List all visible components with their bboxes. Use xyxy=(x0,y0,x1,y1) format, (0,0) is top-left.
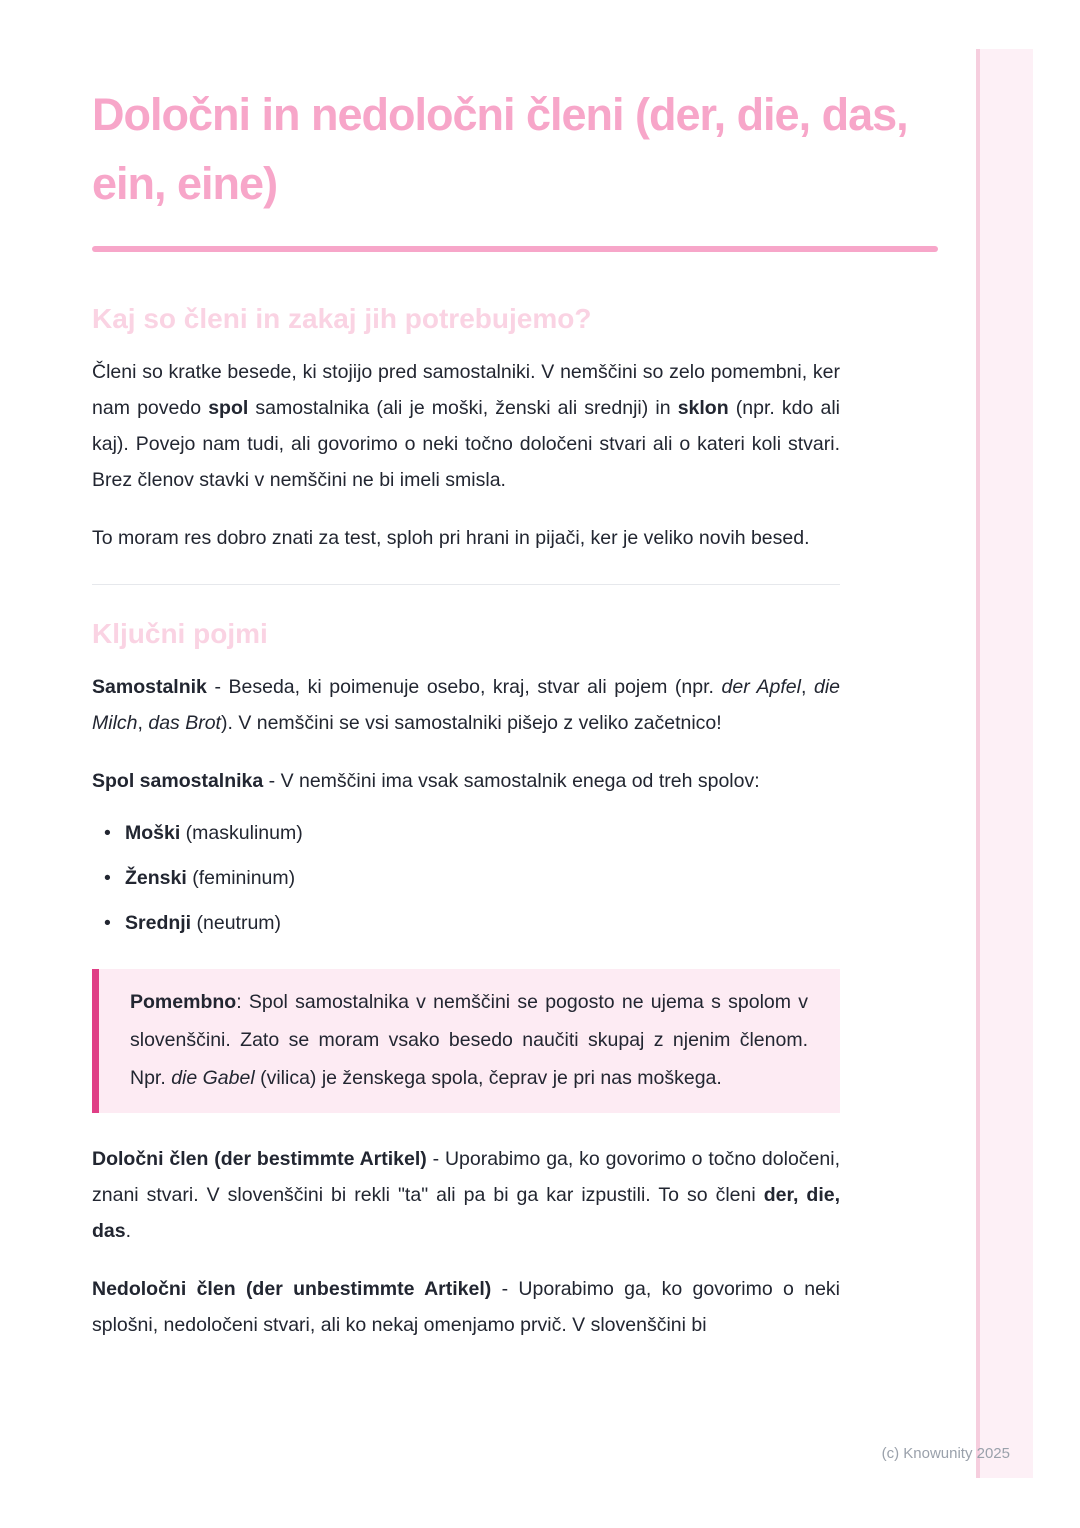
text-segment: ). V nemščini se vsi samostalniki pišejo z veliko začetnico! xyxy=(220,712,722,734)
key-term-samostalnik xyxy=(92,669,840,741)
text-segment: : Spol samostalnika v nemščini se pogosto ne ujema s spolom v slovenščini. Zato se moram vsako besedo naučiti skupaj z njenim členom. Npr. xyxy=(130,991,808,1089)
section-heading-intro: Kaj so členi in zakaj jih potrebujemo? xyxy=(92,303,592,334)
intro-paragraph-2 xyxy=(92,520,840,556)
callout-text xyxy=(130,983,808,1097)
text-segment: samostalnika (ali je moški, ženski ali srednji) in xyxy=(248,397,678,419)
copyright-watermark: (c) Knowunity 2025 xyxy=(881,1445,1010,1462)
text-segment: die Gabel xyxy=(171,1067,255,1089)
intro-paragraph-1 xyxy=(92,354,840,498)
key-term-spol-samostalnika xyxy=(92,763,840,799)
text-segment: . xyxy=(125,1220,132,1242)
section-divider xyxy=(92,584,840,585)
gender-list xyxy=(92,815,840,941)
text-segment: - Uporabimo ga, ko govorimo o neki splošni, nedoločeni stvari, ali ko nekaj omenjamo prvič. V slovenščini bi xyxy=(92,1278,840,1336)
text-segment: - Uporabimo ga, ko govorimo o točno določeni, znani stvari. V slovenščini bi rekli "ta" ali pa bi ga kar izpustili. To so členi xyxy=(92,1148,840,1206)
text-segment: spol xyxy=(208,397,249,419)
text-segment: (femininum) xyxy=(186,867,296,889)
text-segment: Določni člen (der bestimmte Artikel) xyxy=(92,1148,427,1170)
text-segment: , xyxy=(800,676,814,698)
text-segment: der, die, das xyxy=(92,1184,840,1242)
text-segment: (neutrum) xyxy=(191,912,282,934)
text-segment: (maskulinum) xyxy=(180,822,303,844)
title-underline-rule xyxy=(92,246,938,252)
key-term-nedolocni-clen xyxy=(92,1271,840,1343)
list-item-moski xyxy=(92,815,840,851)
text-segment: sklon xyxy=(677,397,729,419)
text-segment: der Apfel xyxy=(721,676,801,698)
text-segment: Moški xyxy=(125,822,181,844)
text-segment: Ženski xyxy=(125,867,187,889)
section-heading-key-terms: Ključni pojmi xyxy=(92,618,268,649)
list-item-zenski xyxy=(92,860,840,896)
text-segment: (npr. kdo ali kaj). Povejo nam tudi, ali govorimo o neki točno določeni stvari ali o kateri koli stvari. Brez členov stavki v nemščini ne bi imeli smisla. xyxy=(92,397,840,491)
text-segment: Nedoločni člen (der unbestimmte Artikel) xyxy=(92,1278,492,1300)
text-segment: , xyxy=(137,712,149,734)
text-segment: (vilica) je ženskega spola, čeprav je pri nas moškega. xyxy=(254,1067,722,1089)
text-segment: To moram res dobro znati za test, sploh pri hrani in pijači, ker je veliko novih besed. xyxy=(92,527,810,549)
list-item-srednji xyxy=(92,905,840,941)
page-title: Določni in nedoločni členi (der, die, das, ein, eine) xyxy=(92,89,908,209)
document-content xyxy=(92,0,938,1343)
text-segment: Členi so kratke besede, ki stojijo pred samostalniki. V nemščini so zelo pomembni, ker nam povedo xyxy=(92,361,840,419)
important-callout-box xyxy=(92,969,840,1113)
page-right-accent-bar xyxy=(976,49,1033,1478)
text-segment: Srednji xyxy=(125,912,192,934)
text-segment: - Beseda, ki poimenuje osebo, kraj, stvar ali pojem (npr. xyxy=(206,676,722,698)
text-segment: Spol samostalnika xyxy=(92,770,264,792)
text-segment: die Milch xyxy=(92,676,840,734)
text-segment: Pomembno xyxy=(130,991,237,1013)
text-segment: das Brot xyxy=(148,712,221,734)
text-segment: Samostalnik xyxy=(92,676,207,698)
text-segment: - V nemščini ima vsak samostalnik enega od treh spolov: xyxy=(263,770,760,792)
key-term-dolocni-clen xyxy=(92,1141,840,1249)
